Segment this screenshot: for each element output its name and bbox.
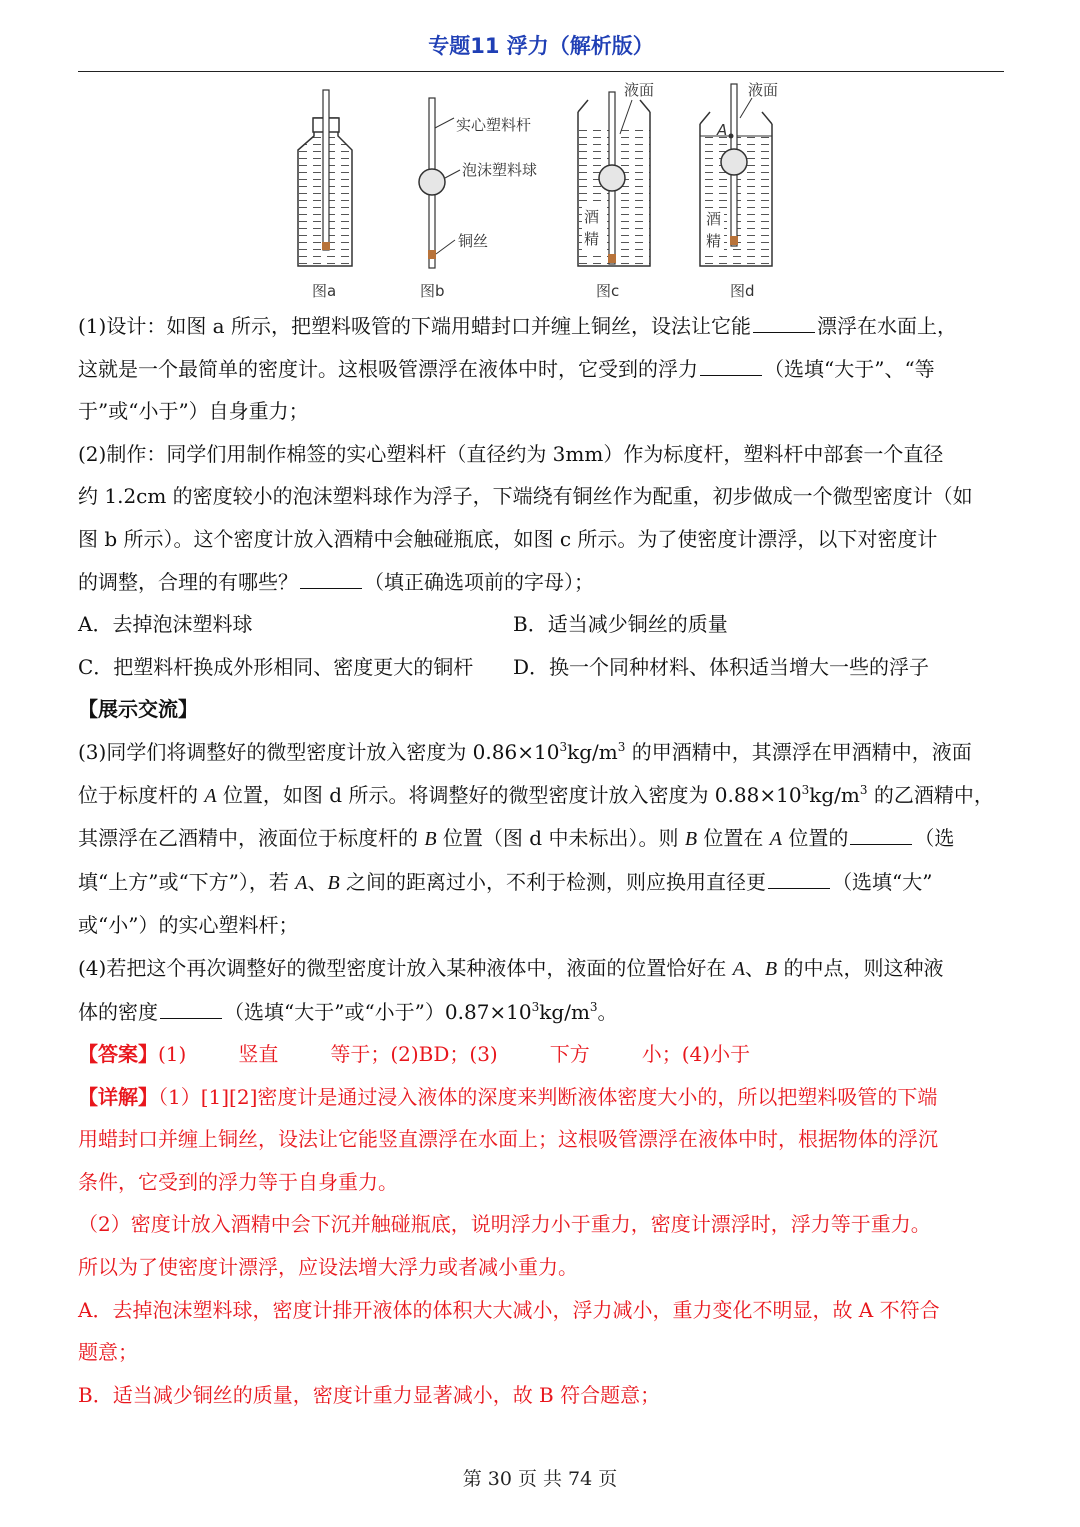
- densimeter-diagram: [270, 78, 810, 306]
- q2-line: (2)制作：同学们用制作棉签的实心塑料杆（直径约为 3mm）作为标度杆，塑料杆中部套一个直径: [78, 441, 944, 466]
- question-content: [78, 305, 1004, 1416]
- copper-wire-c: [608, 254, 616, 263]
- q3-line: 填“上方”或“下方”），若 A、B 之间的距离过小，不利于检测，则应换用直径更 （选填“大”: [78, 869, 933, 894]
- q3-line: 位于标度杆的 A 位置，如图 d 所示。将调整好的微型密度计放入密度为 $0.88\times 10^3kg/m^3$ 的乙酒精中，: [78, 782, 994, 807]
- q2-line: 图 b 所示）。这个密度计放入酒精中会触碰瓶底，如图 c 所示。为了使密度计漂浮，以下对密度计: [78, 526, 938, 551]
- label-alcohol-d-1: 酒: [706, 210, 722, 228]
- point-a-marker: [729, 134, 734, 139]
- q2-line: 约 1.2cm 的密度较小的泡沫塑料球作为浮子，下端绕有铜丝作为配重，初步做成一个微型密度计（如: [78, 484, 973, 509]
- figure-d-beaker: [700, 81, 778, 300]
- caption-fig-c: 图c: [596, 282, 620, 300]
- caption-fig-a: 图a: [312, 282, 337, 300]
- label-surface-c: 液面: [624, 81, 655, 99]
- options-row: [78, 603, 1004, 646]
- label-ball: 泡沫塑料球: [462, 161, 538, 179]
- label-alcohol-c-2: 精: [584, 230, 600, 248]
- figure-a-bottle: [298, 90, 352, 300]
- detail-label: 【详解】: [78, 1084, 158, 1109]
- caption-fig-d: 图d: [730, 282, 755, 300]
- option-b: B．适当减少铜丝的质量: [513, 612, 728, 637]
- copper-wire-a: [322, 242, 330, 250]
- foam-ball-b: [419, 169, 445, 195]
- page-header-title: 专题11 浮力（解析版）: [428, 34, 654, 58]
- answer-blank: [300, 570, 362, 589]
- option-c: C．把塑料杆换成外形相同、密度更大的铜杆: [78, 654, 474, 679]
- q3-line: (3)同学们将调整好的微型密度计放入密度为 $0.86\times 10^3kg/m^3$ 的甲酒精中，其漂浮在甲酒精中，液面: [78, 739, 972, 764]
- q4-line: 体的密度 （选填“大于”或“小于$”)0.87\times 10^3kg/m^3$。: [78, 999, 618, 1024]
- label-alcohol-d-2: 精: [706, 232, 722, 250]
- answer-line: 【答案】(1) 竖直 等于；(2)BD；(3) 下方 小；(4)小于: [78, 1042, 751, 1067]
- q1-line: 于”或“小于”）自身重力；: [78, 399, 309, 424]
- label-surface-d: 液面: [748, 81, 779, 99]
- q4-line: (4)若把这个再次调整好的微型密度计放入某种液体中，液面的位置恰好在 A、B 的中点，则这种液: [78, 955, 944, 980]
- q3-line: 或“小”）的实心塑料杆；: [78, 913, 299, 938]
- answer-blank: [160, 1000, 222, 1019]
- copper-wire-d: [730, 236, 738, 245]
- label-point-a: A: [717, 121, 728, 139]
- label-alcohol-c-1: 酒: [584, 208, 600, 226]
- section-title: 【展示交流】: [78, 697, 198, 722]
- q2-line: 的调整，合理的有哪些？ （填正确选项前的字母）；: [78, 569, 594, 594]
- option-a: A．去掉泡沫塑料球: [78, 612, 253, 637]
- page-footer: 第 30 页 共 74 页: [462, 1468, 618, 1490]
- option-d: D．换一个同种材料、体积适当增大一些的浮子: [513, 654, 930, 679]
- answer-label: 【答案】: [78, 1042, 158, 1067]
- q1-line: (1)设计：如图 a 所示，把塑料吸管的下端用蜡封口并缠上铜丝，设法让它能 漂浮在水面上，: [78, 314, 957, 338]
- copper-wire-b: [428, 250, 436, 259]
- answer-blank: [700, 357, 762, 376]
- answer-blank: [753, 314, 815, 333]
- detail-section: 【详解】（1）[1][2]密度计是通过浸入液体的深度来判断液体密度大小的，所以把塑料吸管的下端 用蜡封口并缠上铜丝，设法让它能竖直漂浮在水面上；这根吸管漂浮在液体中时，根据物体的浮沉 条件，它受到的浮力等于自身重力。 （2）密度计放入酒精中会下沉并触碰瓶底，说明浮力小于重力，密度计漂浮时，浮力等于重力。 所以为了使密度计漂浮，应设法增大浮力或者减小重力。 A．去掉泡沫塑料球，密度计排开液体的体积大大减小，浮力减小，重力变化不明显，故 A 不符合 题意； B．适当减少铜丝的质量，密度计重力显著减小，故 B 符合题意；: [78, 1084, 940, 1407]
- label-wire: 铜丝: [458, 232, 489, 250]
- figure-c-beaker: [578, 81, 654, 300]
- answer-blank: [768, 870, 830, 889]
- densimeter-figure: [270, 78, 810, 306]
- caption-fig-b: 图b: [420, 282, 445, 300]
- q3-line: 其漂浮在乙酒精中，液面位于标度杆的 B 位置（图 d 中未标出）。则 B 位置在 A 位置的 （选: [78, 826, 955, 851]
- q1-line: 这就是一个最简单的密度计。这根吸管漂浮在液体中时，它受到的浮力 （选填“大于”、“等: [78, 356, 935, 381]
- figure-b-densimeter: [419, 98, 537, 300]
- header-divider: [78, 71, 1004, 72]
- options-row: [78, 646, 1004, 689]
- answer-blank: [850, 826, 912, 845]
- label-rod: 实心塑料杆: [456, 116, 532, 134]
